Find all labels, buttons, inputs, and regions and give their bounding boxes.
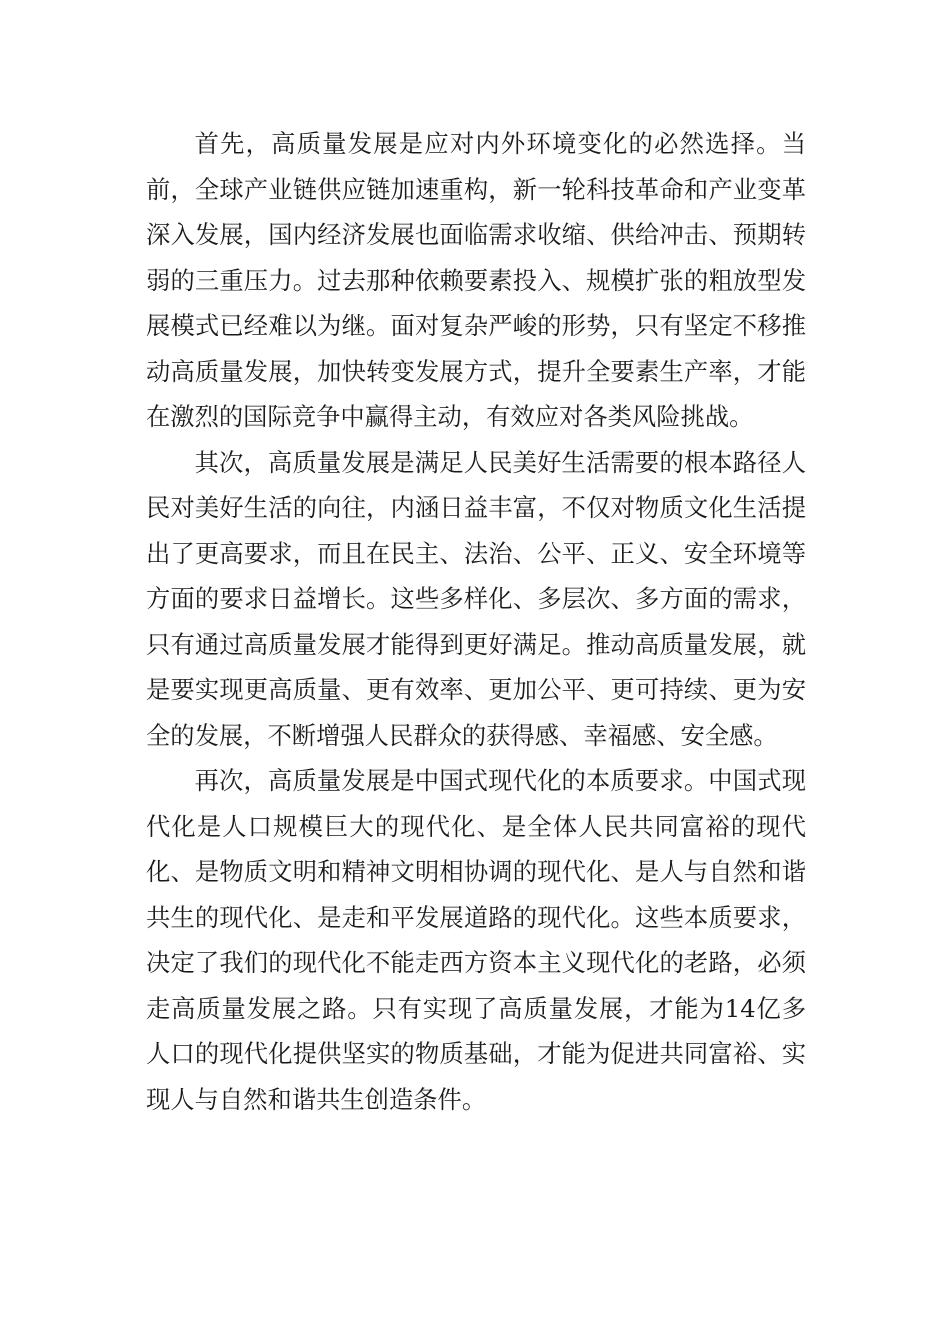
document-body [146, 121, 806, 1122]
paragraph-2: 其次，高质量发展是满足人民美好生活需要的根本路径人民对美好生活的向往，内涵日益丰富，不仅对物质文化生活提出了更高要求，而且在民主、法治、公平、正义、安全环境等方面的要求日益增长。这些多样化、多层次、多方面的需求，只有通过高质量发展才能得到更好满足。推动高质量发展，就是要实现更高质量、更有效率、更加公平、更可持续、更为安全的发展，不断增强人民群众的获得感、幸福感、安全感。 [146, 447, 806, 750]
paragraph-1: 首先，高质量发展是应对内外环境变化的必然选择。当前，全球产业链供应链加速重构，新一轮科技革命和产业变革深入发展，国内经济发展也面临需求收缩、供给冲击、预期转弱的三重压力。过去那种依赖要素投入、规模扩张的粗放型发展模式已经难以为继。面对复杂严峻的形势，只有坚定不移推动高质量发展，加快转变发展方式，提升全要素生产率，才能在激烈的国际竞争中赢得主动，有效应对各类风险挑战。 [146, 129, 806, 431]
paragraph-3: 再次，高质量发展是中国式现代化的本质要求。中国式现代化是人口规模巨大的现代化、是全体人民共同富裕的现代化、是物质文明和精神文明相协调的现代化、是人与自然和谐共生的现代化、是走和平发展道路的现代化。这些本质要求，决定了我们的现代化不能走西方资本主义现代化的老路，必须走高质量发展之路。只有实现了高质量发展，才能为14亿多人口的现代化提供坚实的物质基础，才能为促进共同富裕、实现人与自然和谐共生创造条件。 [146, 766, 806, 1114]
